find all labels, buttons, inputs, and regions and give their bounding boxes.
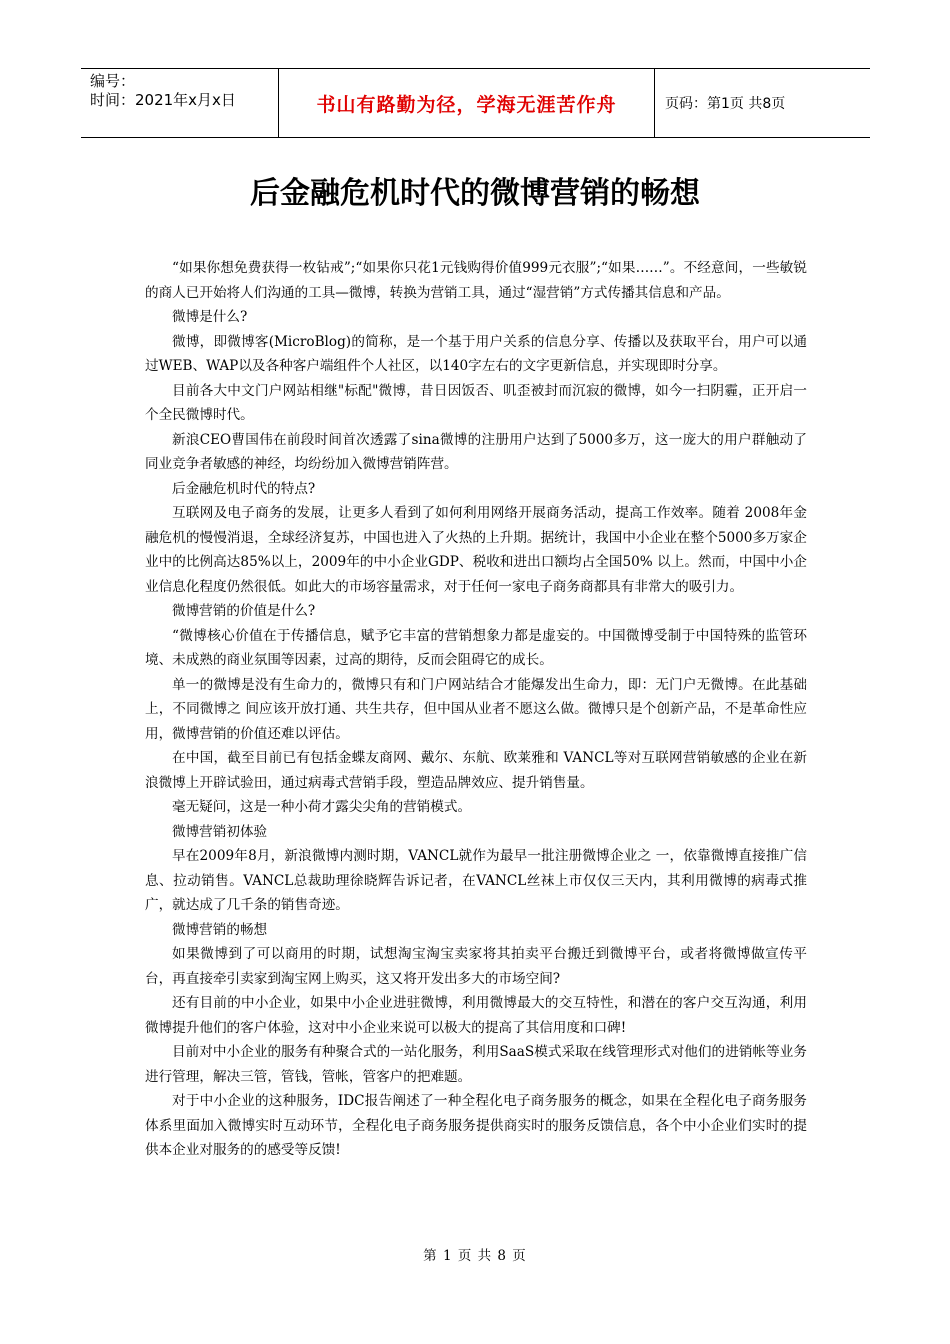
header-meta: [81, 69, 279, 137]
paragraph: 在中国，截至目前已有包括金蝶友商网、戴尔、东航、欧莱雅和 VANCL等对互联网营销敏感的企业在新浪微博上开辟试验田，通过病毒式营销手段，塑造品牌效应、提升销售量。: [145, 750, 807, 791]
paragraph: 互联网及电子商务的发展，让更多人看到了如何利用网络开展商务活动，提高工作效率。随着 2008年金融危机的慢慢消退，全球经济复苏，中国也进入了火热的上升期。据统计，我国中小企业在整个5000多万家企业中的比例高达85%以上，2009年的中小企业GDP、税收和进出口额均占全国50% 以上。然而，中国中小企业信息化程度仍然很低。如此大的市场容量需求，对于任何一家电子商务商都具有非常大的吸引力。: [145, 505, 807, 595]
header-page-info: 页码：第1页 共8页: [665, 96, 786, 112]
paragraph: 还有目前的中小企业，如果中小企业进驻微博，利用微博最大的交互特性，和潜在的客户交互沟通，利用微博提升他们的客户体验，这对中小企业来说可以极大的提高了其信用度和口碑!: [145, 995, 807, 1036]
section-heading: 微博营销的价值是什么?: [172, 603, 316, 619]
page-header: [81, 68, 870, 138]
section-heading: 微博营销的畅想: [172, 921, 268, 938]
document-title: 后金融危机时代的微博营销的畅想: [250, 176, 700, 211]
paragraph: 目前各大中文门户网站相继"标配"微博，昔日因饭否、叽歪被封而沉寂的微博，如今一扫阴霾，正开启一个全民微博时代。: [145, 382, 807, 423]
section-heading: 后金融危机时代的特点?: [172, 480, 316, 497]
paragraph: 对于中小企业的这种服务，IDC报告阐述了一种全程化电子商务服务的概念，如果在全程化电子商务服务体系里面加入微博实时互动环节，全程化电子商务服务提供商实时的服务反馈信息，各个中小企业们实时的提供本企业对服务的的感受等反馈!: [145, 1093, 807, 1158]
paragraph: “如果你想免费获得一枚钻戒”;“如果你只花1元钱购得价值999元衣服”;“如果……”。不经意间，一些敏锐的商人已开始将人们沟通的工具—微博，转换为营销工具，通过“湿营销”方式传播其信息和产品。: [145, 260, 807, 301]
paragraph: 早在2009年8月，新浪微博内测时期，VANCL就作为最早一批注册微博企业之 一，依靠微博直接推广信息、拉动销售。VANCL总裁助理徐晓辉告诉记者，在VANCL丝袜上市仅仅三天内，其利用微博的病毒式推广，就达成了几千条的销售奇迹。: [145, 848, 807, 913]
header-motto: 书山有路勤为径，学海无涯苦作舟: [279, 69, 655, 137]
paragraph: “微博核心价值在于传播信息，赋予它丰富的营销想象力都是虚妄的。中国微博受制于中国特殊的监管环境、未成熟的商业氛围等因素，过高的期待，反而会阻碍它的成长。: [145, 627, 807, 668]
document-date: 时间：2021年x月x日: [90, 91, 236, 109]
section-heading: 微博是什么?: [172, 309, 248, 325]
paragraph: 新浪CEO曹国伟在前段时间首次透露了sina微博的注册用户达到了5000多万，这一庞大的用户群触动了同业竞争者敏感的神经，均纷纷加入微博营销阵营。: [145, 431, 807, 472]
paragraph: 目前对中小企业的服务有种聚合式的一站化服务，利用SaaS模式采取在线管理形式对他们的进销帐等业务进行管理，解决三管，管钱，管帐，管客户的把难题。: [145, 1044, 807, 1085]
paragraph: 毫无疑问，这是一种小荷才露尖尖角的营销模式。: [172, 799, 472, 815]
paragraph: 单一的微博是没有生命力的，微博只有和门户网站结合才能爆发出生命力，即：无门户无微博。在此基础上，不同微博之 间应该开放打通、共生共存，但中国从业者不愿这么做。微博只是个创新产品，不是革命性应用，微博营销的价值还难以评估。: [145, 676, 807, 742]
page-footer: 第 1 页 共 8 页: [423, 1248, 527, 1264]
paragraph: 如果微博到了可以商用的时期，试想淘宝淘宝卖家将其拍卖平台搬迁到微博平台，或者将微博做宣传平台，再直接牵引卖家到淘宝网上购买，这又将开发出多大的市场空间?: [145, 946, 807, 987]
document-body: [145, 256, 807, 1163]
section-heading: 微博营销初体验: [172, 823, 268, 840]
document-number: 编号：: [90, 72, 136, 90]
paragraph: 微博，即微博客(MicroBlog)的简称，是一个基于用户关系的信息分享、传播以及获取平台，用户可以通过WEB、WAP以及各种客户端组件个人社区，以140字左右的文字更新信息，并实现即时分享。: [145, 333, 807, 374]
